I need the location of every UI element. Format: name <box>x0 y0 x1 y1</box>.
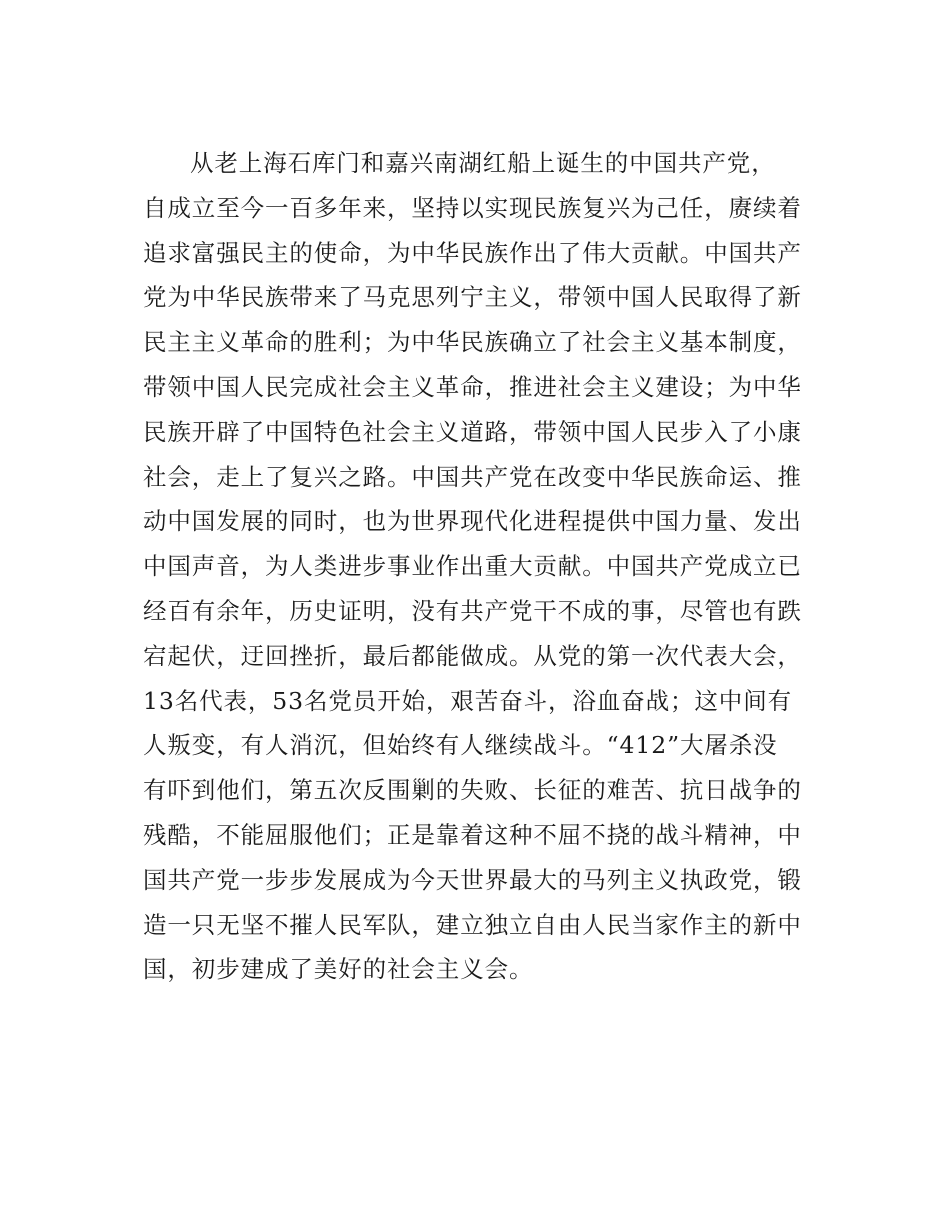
paragraph-line: 国共产党一步步发展成为今天世界最大的马列主义执政党，锻 <box>143 865 802 894</box>
paragraph-line: 社会，走上了复兴之路。中国共产党在改变中华民族命运、推 <box>143 462 802 491</box>
paragraph-line: 追求富强民主的使命，为中华民族作出了伟大贡献。中国共产 <box>143 238 802 267</box>
paragraph-line: 民族开辟了中国特色社会主义道路，带领中国人民步入了小康 <box>143 417 802 446</box>
paragraph-line: 中国声音，为人类进步事业作出重大贡献。中国共产党成立已 <box>143 552 802 581</box>
paragraph-line: 造一只无坚不摧人民军队，建立独立自由人民当家作主的新中 <box>143 910 802 939</box>
paragraph-line: 国，初步建成了美好的社会主义会。 <box>143 955 534 984</box>
paragraph-line: 从老上海石库门和嘉兴南湖红船上诞生的中国共产党， <box>190 149 776 177</box>
paragraph-line: 宕起伏，迂回挫折，最后都能做成。从党的第一次代表大会， <box>143 641 802 670</box>
paragraph-line: 13名代表，53名党员开始，艰苦奋斗，浴血奋战；这中间有 <box>143 686 793 715</box>
paragraph-line: 动中国发展的同时，也为世界现代化进程提供中国力量、发出 <box>143 507 802 536</box>
paragraph-line: 人叛变，有人消沉，但始终有人继续战斗。“412”大屠杀没 <box>143 731 778 760</box>
paragraph-line: 民主主义革命的胜利；为中华民族确立了社会主义基本制度， <box>143 328 802 357</box>
paragraph-line: 自成立至今一百多年来，坚持以实现民族复兴为己任，赓续着 <box>143 193 802 222</box>
paragraph-line: 带领中国人民完成社会主义革命，推进社会主义建设；为中华 <box>143 372 802 401</box>
body-paragraph <box>143 141 813 992</box>
paragraph-line: 经百有余年，历史证明，没有共产党干不成的事，尽管也有跌 <box>143 596 802 625</box>
paragraph-line: 党为中华民族带来了马克思列宁主义，带领中国人民取得了新 <box>143 283 802 312</box>
paragraph-line: 有吓到他们，第五次反围剿的失败、长征的难苦、抗日战争的 <box>143 776 802 805</box>
paragraph-line: 残酷，不能屈服他们；正是靠着这种不屈不挠的战斗精神，中 <box>143 820 802 849</box>
